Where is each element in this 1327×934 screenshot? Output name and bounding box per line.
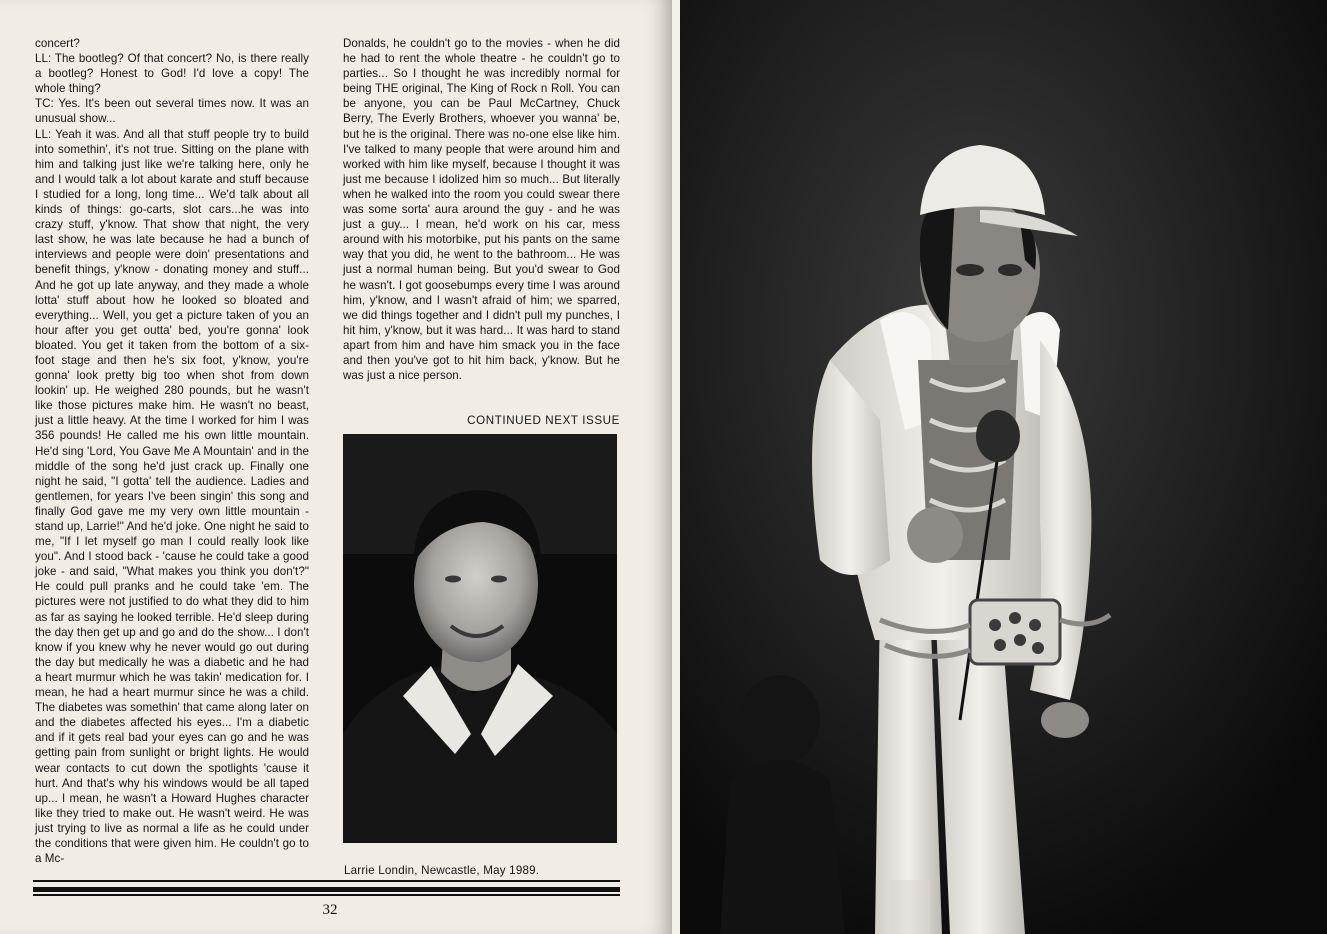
article-paragraph: LL: Yeah it was. And all that stuff people try to build into somethin', it's not true. Sitting on the plane with him and talking just like we're talking here, only he and I would talk a lot about karate and stuff because I studied for a long, long time... We'd talk about all kinds of things: go-carts, slot cars...he was into crazy stuff, y'know. That show that night, the very last show, he was late because he had a bunch of interviews and people were doin' presentations and benefit things, y'know - donating money and stuff... And he got up late anyway, and they made a whole lotta' stuff about how he looked so bloated and everything... Well, you get a picture taken of you an hour after you get outta' bed, you're gonna' look bloated. You get it taken from the bottom of a six-foot stage and then he's six foot, y'know, you're gonna' look pretty big too when shot from down lookin' up. He weighed 280 pounds, but he wasn't like those pictures make him. He wasn't no beast, just a little heavy. At the time I worked for him I was 356 pounds! He called me his own little mountain. He'd sing 'Lord, You Gave Me A Mountain' and in the middle of the song he'd just crack up. Finally one night he said, "I gotta' tell the audience. Ladies and gentlemen, for years I've been singin' this song and finally God gave me my very own little mountain - stand up, Larrie!" And he'd joke. One night he said to me, "If I let myself go man I could really look like you". And I stood back - 'cause he could take a good joke - and said, "What makes you think you don't?" He could pull pranks and he could take 'em. The pictures were not justified to do what they did to him as far as saying he looked terrible. He'd sleep during the day then get up and go and do the show... I don't know if you knew why he never would go out during the day but medically he was a diabetic and he had a heart murmur which he was takin' medication for. I mean, he had a heart murmur since he was a child. The diabetes was somethin' that came along later on and the diabetes affected his eyes... I'm a diabetic and if it gets real bad your eyes can go and he was getting pain from sunlight or bright lights. He would wear contacts to cut down the spotlights 'cause it hurt. And that's why his windows would be all taped up... I mean, he wasn't a Howard Hughes character like they tried to make out. He wasn't weird. He was just trying to live as normal a life as he could under the conditions that were given him. He couldn't go to a Mc- — [35, 127, 309, 866]
article-paragraph: concert? — [35, 37, 80, 50]
footer-rule — [33, 894, 620, 896]
right-page — [672, 0, 1327, 934]
page-number: 32 — [322, 902, 338, 918]
article-column-1 — [35, 36, 309, 866]
continued-next-issue: CONTINUED NEXT ISSUE — [467, 414, 620, 427]
article-column-2 — [343, 36, 620, 383]
performer-illustration — [680, 0, 1327, 934]
portrait-illustration — [343, 434, 617, 843]
article-paragraph: LL: The bootleg? Of that concert? No, is there really a bootleg? Honest to God! I'd love a copy! The whole thing? — [35, 52, 309, 96]
photo-larrie-londin — [343, 434, 617, 843]
article-paragraph: Donalds, he couldn't go to the movies - when he did he had to rent the whole theatre - he couldn't go to parties... So I thought he was incredibly normal for being THE original, The King of Rock n Roll. You can be anyone, you can be Paul McCartney, Chuck Berry, The Everly Brothers, whoever you wanna' be, but he is the original. There was no-one else like him. I've talked to many people that were around him and worked with him like myself, because I thought it was just me because I idolized him so much... But literally when he walked into the room you could swear there was some sorta' aura around the guy - and he was just a guy... I mean, he'd work on his car, mess around with his motorbike, put his pants on the same way that you did, he went to the bathroom... He was just a normal human being. But you'd swear to God he wasn't. I got goosebumps every time I was around him, y'know, and I wasn't afraid of him; we sparred, we did things together and I didn't pull my punches, I hit him, y'know, but it was hard... It was hard to stand apart from him and have him smack you in the face and then you've got to hit him back, y'know. But he was just a nice person. — [343, 37, 620, 383]
article-paragraph: TC: Yes. It's been out several times now. It was an unusual show... — [35, 97, 309, 126]
photo-caption: Larrie Londin, Newcastle, May 1989. — [344, 864, 540, 877]
footer-rule — [33, 880, 620, 882]
photo-performer-on-stage — [680, 0, 1327, 934]
footer-rule — [33, 887, 620, 892]
